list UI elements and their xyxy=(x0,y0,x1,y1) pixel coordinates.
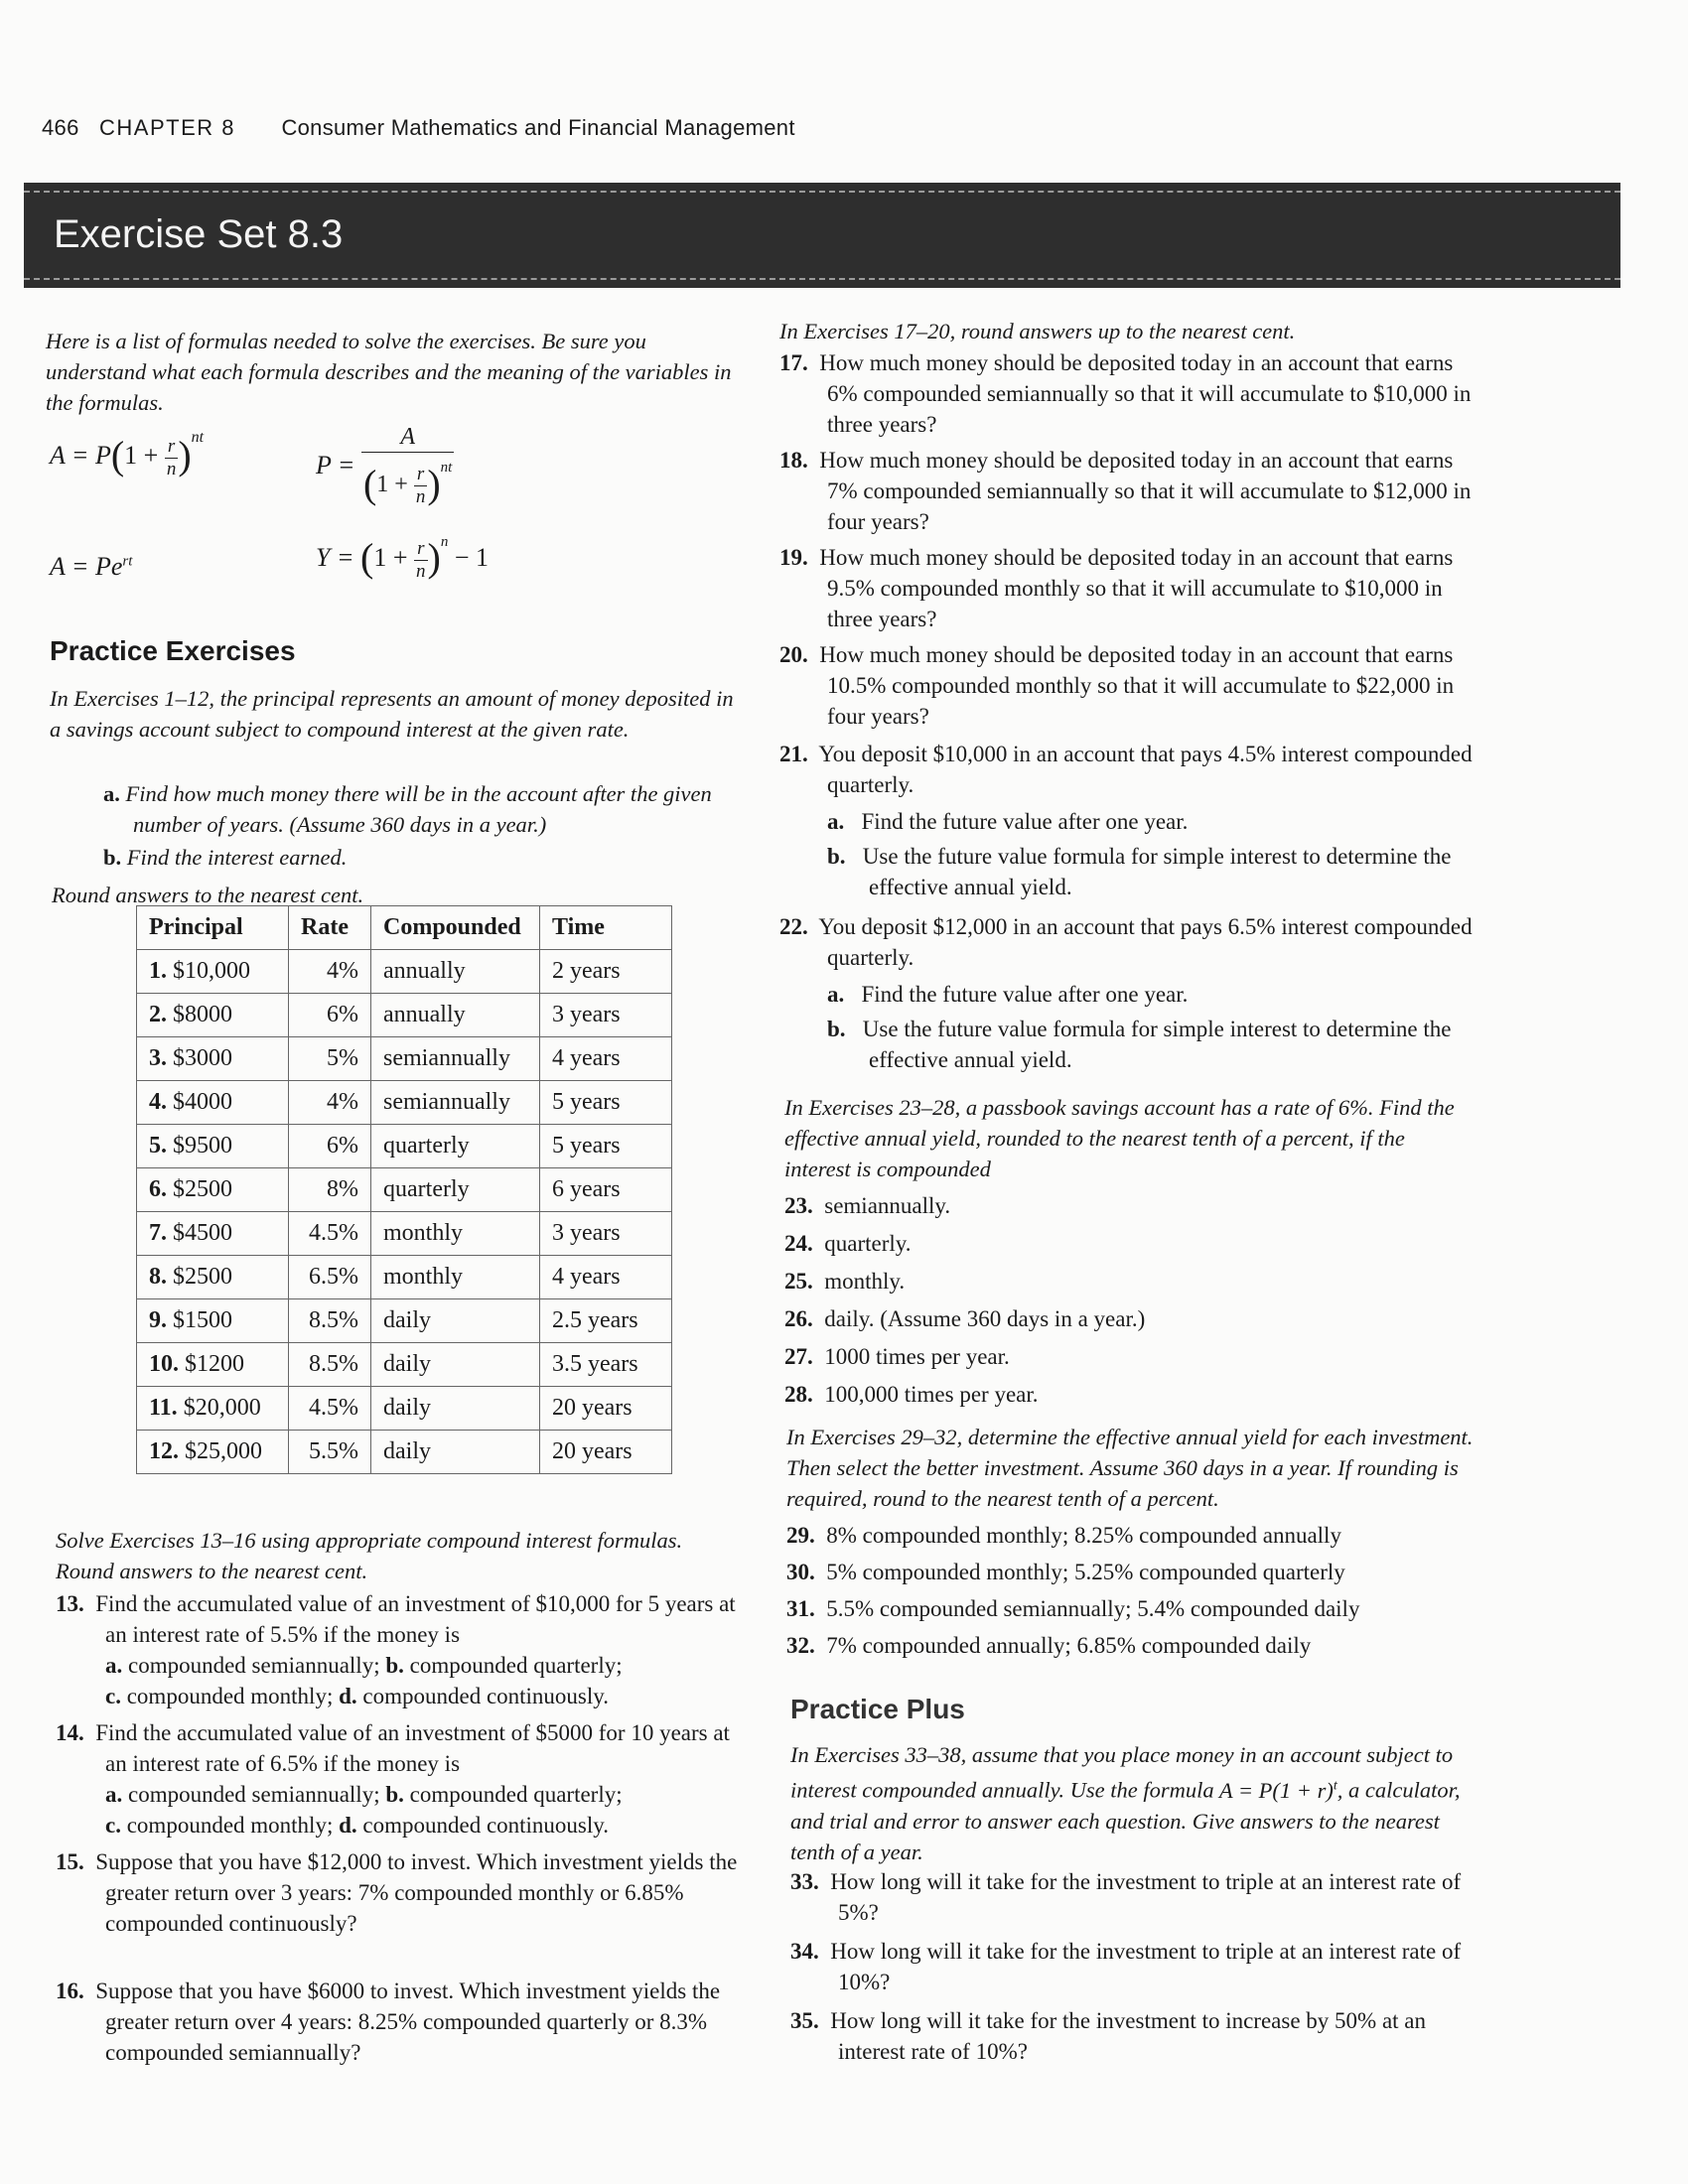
exercise-16: 16. Suppose that you have $6000 to invest. Which investment yields the greater return over 4 years: 8.25% compounded quarterly or 8.3% compounded semiannually? xyxy=(56,1979,721,2065)
table-row xyxy=(137,1343,672,1387)
ex22-part-b: Use the future value formula for simple interest to determine the effective annual yield. xyxy=(862,1017,1452,1072)
cell-compounded: semiannually xyxy=(371,1037,540,1081)
row-number: 8. xyxy=(149,1264,167,1290)
row-number: 12. xyxy=(149,1438,179,1464)
exercises-29-32 xyxy=(786,1517,1477,1664)
exercise-20: 20. How much money should be deposited today in an account that earns 10.5% compounded monthly so that it will accumulate to $22,000 in four years? xyxy=(779,642,1455,729)
cell-principal xyxy=(137,950,289,994)
ex13-option-c: compounded monthly; xyxy=(126,1684,334,1708)
row-number: 5. xyxy=(149,1133,167,1159)
exercise-13: 13. Find the accumulated value of an investment of $10,000 for 5 years at an interest rate of 5.5% if the money is a. compounded semiannually; b. compounded quarterly; c. compounded monthly; d. compounded continuously. xyxy=(56,1591,736,1708)
exercises-17-20 xyxy=(779,347,1475,732)
exercise-28: 28. 100,000 times per year. xyxy=(784,1382,1039,1407)
exercise-35: 35. How long will it take for the investment to increase by 50% at an interest rate of 10%? xyxy=(790,2008,1427,2064)
row-number: 6. xyxy=(149,1176,167,1202)
exercise-15-text: Suppose that you have $12,000 to invest. Which investment yields the greater return over 3 years: 7% compounded monthly or 6.85% compounded continuously? xyxy=(95,1849,738,1936)
cell-rate: 8.5% xyxy=(289,1343,371,1387)
note-33-38-text: In Exercises 33–38, assume that you place money in an account subject to interest compounded annually. Use the formula xyxy=(790,1742,1454,1803)
exercise-34: 34. How long will it take for the investment to triple at an interest rate of 10%? xyxy=(790,1939,1462,1994)
table-row xyxy=(137,1256,672,1299)
cell-compounded: monthly xyxy=(371,1212,540,1256)
running-head xyxy=(42,115,795,141)
exercises-33-35 xyxy=(790,1866,1476,2067)
cell-rate: 4% xyxy=(289,950,371,994)
practice-instructions: In Exercises 1–12, the principal represents an amount of money deposited in a savings account subject to compound interest at the given rate. xyxy=(50,686,734,742)
principal-value: $25,000 xyxy=(185,1438,262,1464)
cell-rate: 8.5% xyxy=(289,1299,371,1343)
row-number: 1. xyxy=(149,958,167,984)
round-note: Round answers to the nearest cent. xyxy=(52,883,364,907)
cell-principal xyxy=(137,1168,289,1212)
cell-rate: 4.5% xyxy=(289,1212,371,1256)
principal-value: $2500 xyxy=(173,1176,232,1202)
table-row xyxy=(137,1125,672,1168)
part-a-instruction: a. Find how much money there will be in the account after the given number of years. (Assume 360 days in a year.) xyxy=(103,781,712,837)
cell-rate: 4% xyxy=(289,1081,371,1125)
exercise-25: 25. monthly. xyxy=(784,1269,906,1294)
exercise-29: 29. 8% compounded monthly; 8.25% compounded annually xyxy=(786,1523,1341,1548)
table-row xyxy=(137,1387,672,1431)
exercise-18: 18. How much money should be deposited today in an account that earns 7% compounded semiannually so that it will accumulate to $12,000 in four years? xyxy=(779,448,1472,534)
ex14-option-d: compounded continuously. xyxy=(362,1813,610,1838)
cell-compounded: daily xyxy=(371,1343,540,1387)
cell-principal xyxy=(137,994,289,1037)
cell-time: 6 years xyxy=(540,1168,672,1212)
compound-interest-table xyxy=(136,905,672,1474)
header-time: Time xyxy=(540,906,672,950)
cell-time: 2 years xyxy=(540,950,672,994)
ex21-part-b: Use the future value formula for simple interest to determine the effective annual yield. xyxy=(862,844,1452,899)
exercise-33-text: How long will it take for the investment to triple at an interest rate of 5%? xyxy=(830,1869,1462,1925)
exercise-15: 15. Suppose that you have $12,000 to invest. Which investment yields the greater return over 3 years: 7% compounded monthly or 6.85% compounded continuously? xyxy=(56,1849,738,1936)
ex13-option-b: compounded quarterly; xyxy=(409,1653,623,1678)
exercise-24: 24. quarterly. xyxy=(784,1231,912,1256)
exercise-33: 33. How long will it take for the investment to triple at an interest rate of 5%? xyxy=(790,1869,1462,1925)
exercise-32-text: 7% compounded annually; 6.85% compounded daily xyxy=(826,1633,1312,1658)
formula-effective-yield: Y = (1 + $\frac{r}{n}$ )$^n$ − 1 xyxy=(316,534,490,582)
cell-compounded: semiannually xyxy=(371,1081,540,1125)
note-23-28: In Exercises 23–28, a passbook savings account has a rate of 6%. Find the effective annual yield, rounded to the nearest tenth of a percent, if the interest is compounded xyxy=(784,1095,1455,1181)
cell-time: 4 years xyxy=(540,1256,672,1299)
cell-time: 5 years xyxy=(540,1125,672,1168)
principal-value: $9500 xyxy=(173,1133,232,1159)
row-number: 9. xyxy=(149,1307,167,1333)
exercise-13-text: Find the accumulated value of an investment of $10,000 for 5 years at an interest rate of 5.5% if the money is xyxy=(95,1591,736,1647)
exercise-26: 26. daily. (Assume 360 days in a year.) xyxy=(784,1306,1146,1331)
cell-time: 3.5 years xyxy=(540,1343,672,1387)
intro-text: Here is a list of formulas needed to solve the exercises. Be sure you understand what each formula describes and the meaning of the variables in the formulas. xyxy=(46,329,732,415)
row-number: 2. xyxy=(149,1002,167,1027)
formula-trial: $A = P(1 + r)^t$, xyxy=(1218,1777,1343,1803)
cell-rate: 6% xyxy=(289,1125,371,1168)
principal-value: $8000 xyxy=(173,1002,232,1027)
exercise-31: 31. 5.5% compounded semiannually; 5.4% compounded daily xyxy=(786,1596,1360,1621)
principal-value: $10,000 xyxy=(173,958,250,984)
cell-rate: 5% xyxy=(289,1037,371,1081)
note-33-38 xyxy=(790,1739,1476,1867)
ex14-option-c: compounded monthly; xyxy=(126,1813,334,1838)
exercise-34-text: How long will it take for the investment to triple at an interest rate of 10%? xyxy=(830,1939,1462,1994)
exercise-35-text: How long will it take for the investment to increase by 50% at an interest rate of 10%? xyxy=(830,2008,1427,2064)
table-row xyxy=(137,994,672,1037)
cell-compounded: monthly xyxy=(371,1256,540,1299)
exercise-21: 21. You deposit $10,000 in an account that pays 4.5% interest compounded quarterly. a. Find the future value after one year. b. Use the future value formula for simple interest to determine the effective annual yield. xyxy=(779,742,1473,899)
cell-time: 2.5 years xyxy=(540,1299,672,1343)
cell-principal xyxy=(137,1212,289,1256)
exercise-23-text: semiannually. xyxy=(824,1193,951,1218)
exercise-set-banner xyxy=(24,183,1620,288)
exercise-17-text: How much money should be deposited today in an account that earns 6% compounded semiannually so that it will accumulate to $10,000 in three years? xyxy=(819,350,1472,437)
cell-principal xyxy=(137,1256,289,1299)
row-number: 3. xyxy=(149,1045,167,1071)
cell-principal xyxy=(137,1081,289,1125)
cell-time: 3 years xyxy=(540,1212,672,1256)
header-principal: Principal xyxy=(137,906,289,950)
exercise-31-text: 5.5% compounded semiannually; 5.4% compounded daily xyxy=(826,1596,1360,1621)
cell-time: 5 years xyxy=(540,1081,672,1125)
principal-value: $3000 xyxy=(173,1045,232,1071)
table-row xyxy=(137,950,672,994)
principal-value: $2500 xyxy=(173,1264,232,1290)
cell-principal xyxy=(137,1343,289,1387)
cell-compounded: daily xyxy=(371,1431,540,1474)
ex13-option-a: compounded semiannually; xyxy=(128,1653,380,1678)
table-row xyxy=(137,1299,672,1343)
header-rate: Rate xyxy=(289,906,371,950)
table-row xyxy=(137,1431,672,1474)
ex14-option-b: compounded quarterly; xyxy=(409,1782,623,1807)
cell-principal xyxy=(137,1125,289,1168)
cell-compounded: daily xyxy=(371,1299,540,1343)
cell-time: 20 years xyxy=(540,1387,672,1431)
table-row xyxy=(137,1168,672,1212)
row-number: 10. xyxy=(149,1351,179,1377)
page-number: 466 xyxy=(42,115,79,140)
ex14-option-a: compounded semiannually; xyxy=(128,1782,380,1807)
table-row xyxy=(137,1081,672,1125)
cell-principal xyxy=(137,1431,289,1474)
cell-time: 20 years xyxy=(540,1431,672,1474)
practice-plus-heading: Practice Plus xyxy=(790,1694,965,1724)
principal-value: $4000 xyxy=(173,1089,232,1115)
exercise-26-text: daily. (Assume 360 days in a year.) xyxy=(824,1306,1146,1331)
formula-present-value: P = A (1 + $\frac{r}{n}$ )$^{nt}$ xyxy=(316,424,453,507)
part-b-instruction: b. Find the interest earned. xyxy=(103,845,348,870)
table-row xyxy=(137,1037,672,1081)
exercise-30: 30. 5% compounded monthly; 5.25% compounded quarterly xyxy=(786,1560,1345,1584)
note-33-38-end: a calculator, and trial and error to answer each question. Give answers to the nearest tenth of a year. xyxy=(790,1777,1461,1864)
exercise-29-text: 8% compounded monthly; 8.25% compounded annually xyxy=(826,1523,1341,1548)
banner-dash-top xyxy=(24,191,1620,193)
header-compounded: Compounded xyxy=(371,906,540,950)
exercise-19-text: How much money should be deposited today in an account that earns 9.5% compounded monthly so that it will accumulate to $10,000 in three years? xyxy=(819,545,1454,631)
row-number: 11. xyxy=(149,1395,178,1421)
cell-rate: 8% xyxy=(289,1168,371,1212)
exercise-17: 17. How much money should be deposited today in an account that earns 6% compounded semiannually so that it will accumulate to $10,000 in three years? xyxy=(779,350,1472,437)
formula-continuous: $A = Pe^{rt}$ xyxy=(50,552,133,581)
exercise-20-text: How much money should be deposited today in an account that earns 10.5% compounded monthly so that it will accumulate to $22,000 in four years? xyxy=(819,642,1455,729)
exercise-27: 27. 1000 times per year. xyxy=(784,1344,1010,1369)
formula-compound: A = P(1 + $\frac{r}{n}$ )$^{nt}$ xyxy=(50,429,205,479)
cell-compounded: annually xyxy=(371,950,540,994)
exercises-23-28 xyxy=(784,1187,1475,1414)
cell-compounded: quarterly xyxy=(371,1125,540,1168)
ex13-option-d: compounded continuously. xyxy=(362,1684,610,1708)
cell-time: 3 years xyxy=(540,994,672,1037)
cell-principal xyxy=(137,1299,289,1343)
row-number: 7. xyxy=(149,1220,167,1246)
exercise-18-text: How much money should be deposited today in an account that earns 7% compounded semiannually so that it will accumulate to $12,000 in four years? xyxy=(819,448,1472,534)
row-number: 4. xyxy=(149,1089,167,1115)
exercise-22: 22. You deposit $12,000 in an account that pays 6.5% interest compounded quarterly. a. Find the future value after one year. b. Use the future value formula for simple interest to determine the effective annual yield. xyxy=(779,914,1473,1072)
practice-heading: Practice Exercises xyxy=(50,635,296,666)
exercise-22-text: You deposit $12,000 in an account that pays 6.5% interest compounded quarterly. xyxy=(818,914,1473,970)
part-b-text: Find the interest earned. xyxy=(126,845,348,870)
exercise-21-text: You deposit $10,000 in an account that pays 4.5% interest compounded quarterly. xyxy=(818,742,1473,797)
note-17-20: In Exercises 17–20, round answers up to the nearest cent. xyxy=(779,319,1296,343)
cell-principal xyxy=(137,1387,289,1431)
exercise-14-text: Find the accumulated value of an investment of $5000 for 10 years at an interest rate of 6.5% if the money is xyxy=(95,1720,730,1776)
exercise-27-text: 1000 times per year. xyxy=(824,1344,1010,1369)
principal-value: $4500 xyxy=(173,1220,232,1246)
exercise-24-text: quarterly. xyxy=(824,1231,912,1256)
cell-compounded: quarterly xyxy=(371,1168,540,1212)
principal-value: $1200 xyxy=(185,1351,244,1377)
exercise-14: 14. Find the accumulated value of an investment of $5000 for 10 years at an interest rate of 6.5% if the money is a. compounded semiannually; b. compounded quarterly; c. compounded monthly; d. compounded continuously. xyxy=(56,1720,730,1838)
exercise-16-text: Suppose that you have $6000 to invest. Which investment yields the greater return over 4 years: 8.25% compounded quarterly or 8.3% compounded semiannually? xyxy=(95,1979,721,2065)
solve-note: Solve Exercises 13–16 using appropriate compound interest formulas. Round answers to the nearest cent. xyxy=(56,1528,683,1583)
cell-principal xyxy=(137,1037,289,1081)
chapter-label: CHAPTER 8 xyxy=(99,115,236,140)
ex21-part-a: Find the future value after one year. xyxy=(861,809,1189,834)
cell-rate: 4.5% xyxy=(289,1387,371,1431)
principal-value: $20,000 xyxy=(183,1395,261,1421)
banner-title: Exercise Set 8.3 xyxy=(54,212,344,256)
table-header-row xyxy=(137,906,672,950)
chapter-title: Consumer Mathematics and Financial Management xyxy=(281,115,795,140)
exercise-32: 32. 7% compounded annually; 6.85% compounded daily xyxy=(786,1633,1312,1658)
cell-rate: 6.5% xyxy=(289,1256,371,1299)
exercise-19: 19. How much money should be deposited today in an account that earns 9.5% compounded monthly so that it will accumulate to $10,000 in three years? xyxy=(779,545,1454,631)
cell-time: 4 years xyxy=(540,1037,672,1081)
exercise-28-text: 100,000 times per year. xyxy=(824,1382,1039,1407)
ex22-part-a: Find the future value after one year. xyxy=(861,982,1189,1007)
banner-dash-bottom xyxy=(24,278,1620,280)
cell-compounded: annually xyxy=(371,994,540,1037)
exercise-30-text: 5% compounded monthly; 5.25% compounded quarterly xyxy=(826,1560,1345,1584)
note-29-32: In Exercises 29–32, determine the effective annual yield for each investment. Then select the better investment. Assume 360 days in a year. If rounding is required, round to the nearest tenth of a percent. xyxy=(786,1425,1474,1511)
cell-rate: 6% xyxy=(289,994,371,1037)
part-a-text: Find how much money there will be in the account after the given number of years. (Assume 360 days in a year.) xyxy=(125,781,712,837)
exercise-23: 23. semiannually. xyxy=(784,1193,951,1218)
exercise-25-text: monthly. xyxy=(824,1269,906,1294)
table-row xyxy=(137,1212,672,1256)
principal-value: $1500 xyxy=(173,1307,232,1333)
cell-rate: 5.5% xyxy=(289,1431,371,1474)
cell-compounded: daily xyxy=(371,1387,540,1431)
